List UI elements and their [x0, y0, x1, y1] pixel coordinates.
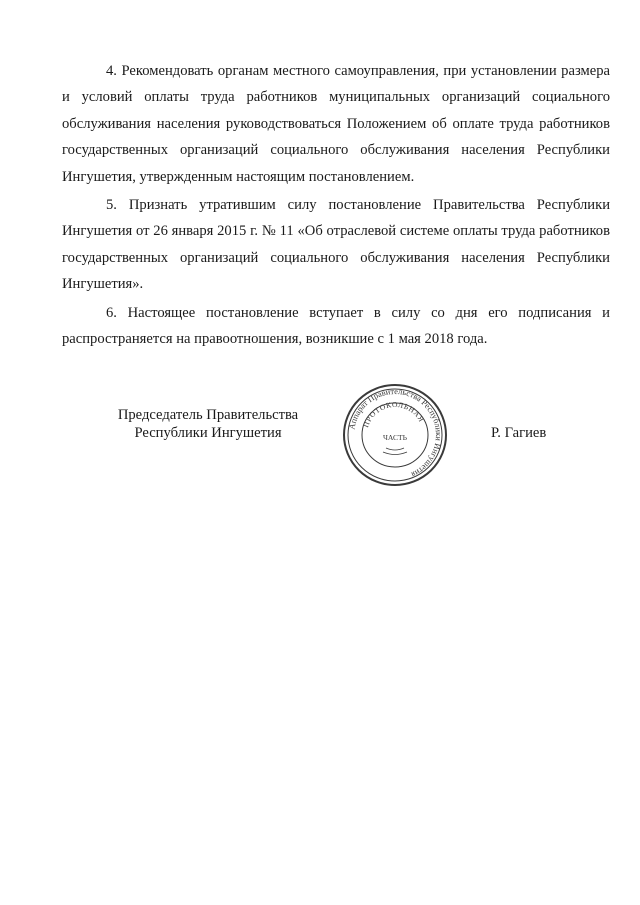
document-body	[62, 58, 610, 354]
seal-center-text: ЧАСТЬ	[382, 433, 408, 442]
official-seal	[341, 382, 449, 488]
signatory-position	[108, 406, 308, 442]
seal-outer-text: Аппарат Правительства Республики Ингушетия	[347, 386, 444, 480]
paragraph-6: 6. Настоящее постановление вступает в силу со дня его подписания и распространяется на правоотношения, возникшие с 1 мая 2018 года.	[62, 304, 610, 348]
signatory-name: Р. Гагиев	[491, 425, 547, 441]
seal-inner-text: ПРОТОКОЛЬНАЯ	[361, 399, 427, 429]
signatory-position-line1: Председатель Правительства	[117, 407, 299, 423]
seal-graphic	[341, 382, 449, 488]
paragraph-4: 4. Рекомендовать органам местного самоуправления, при установлении размера и условий оплаты труда работников муниципальных организаций социального обслуживания населения руководствоваться Положением об оплате труда работников государственных организаций социального обслуживания населения Республики Ингушетия, утвержденным настоящим постановлением.	[62, 63, 610, 185]
signatory-position-line2: Республики Ингушетия	[134, 425, 282, 441]
paragraph-5: 5. Признать утратившим силу постановление Правительства Республики Ингушетия от 26 января 2015 г. № 11 «Об отраслевой системе оплаты труда работников государственных организаций социального обслуживания населения Республики Ингушетия».	[62, 197, 610, 293]
